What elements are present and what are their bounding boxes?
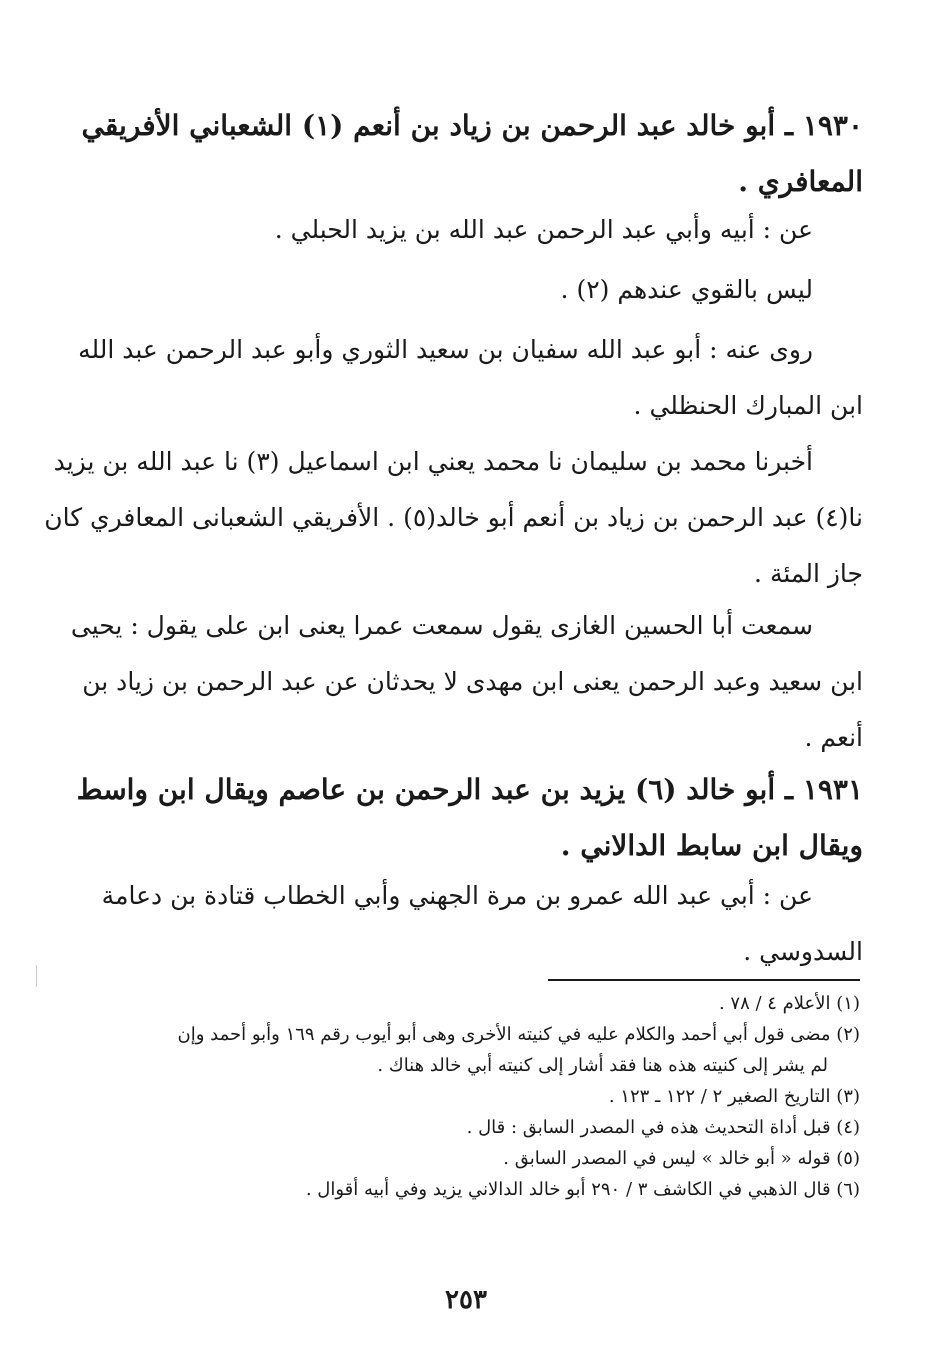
paragraph-line: روى عنه : أبو عبد الله سفيان بن سعيد الثوري وأبو عبد الرحمن عبد الله — [78, 335, 813, 364]
paragraph-line: ليس بالقوي عندهم (٢) . — [560, 275, 813, 304]
paragraph-grading — [118, 262, 863, 318]
paragraph-line: جاز المئة . — [754, 559, 863, 588]
paragraph-line: نا(٤) عبد الرحمن بن زياد بن أنعم أبو خالد(٥) . الأفريقي الشعبانى المعافري كان — [44, 503, 863, 532]
entry-1930 — [81, 98, 863, 210]
paragraph-line: أخبرنا محمد بن سليمان نا محمد يعني ابن اسماعيل (٣) نا عبد الله بن يزيد — [53, 447, 813, 476]
paragraph-line: أنعم . — [804, 723, 863, 752]
paragraph-line: ابن المبارك الحنظلي . — [633, 391, 863, 420]
scan-margin-mark — [36, 965, 37, 987]
footnotes — [110, 988, 860, 1205]
footnote-4: (٤) قبل أداة التحديث هذه في المصدر السابق : قال . — [466, 1117, 860, 1138]
paragraph-line: ابن سعيد وعبد الرحمن يعنى ابن مهدى لا يحدثان عن عبد الرحمن بن زياد بن — [82, 667, 863, 696]
entry-heading-line: ١٩٣٠ ـ أبو خالد عبد الرحمن بن زياد بن أنعم (١) الشعباني الأفريقي — [81, 109, 863, 142]
paragraph-line: السدوسي . — [743, 937, 863, 966]
entry-heading-line: المعافري . — [738, 165, 863, 198]
footnote-1: (١) الأعلام ٤ / ٧٨ . — [718, 993, 860, 1014]
paragraph-line: عن : أبي عبد الله عمرو بن مرة الجهني وأبي الخطاب قتادة بن دعامة — [101, 881, 813, 910]
paragraph-isnad — [44, 434, 863, 602]
entry-heading-line: ١٩٣١ ـ أبو خالد (٦) يزيد بن عبد الرحمن بن عاصم ويقال ابن واسط — [76, 773, 863, 806]
footnote-3: (٣) التاريخ الصغير ٢ / ١٢٢ ـ ١٢٣ . — [608, 1086, 860, 1107]
entry-heading-line: ويقال ابن سابط الدالاني . — [560, 829, 863, 862]
paragraph-line: سمعت أبا الحسين الغازى يقول سمعت عمرا يعنى ابن على يقول : يحيى — [70, 611, 813, 640]
paragraph-line: عن : أبيه وأبي عبد الرحمن عبد الله بن يزيد الحبلي . — [274, 215, 813, 244]
footnote-separator — [548, 979, 860, 981]
paragraph-narrators-from — [118, 202, 863, 258]
paragraph-narrated-by — [78, 322, 863, 434]
footnote-2-continued: لم يشر إلى كنيته هذه هنا فقد أشار إلى كنيته أبي خالد هناك . — [377, 1055, 828, 1076]
footnote-6: (٦) قال الذهبي في الكاشف ٣ / ٢٩٠ أبو خالد الدالاني يزيد وفي أبيه أقوال . — [305, 1179, 860, 1200]
page-number: ٢٥٣ — [445, 1285, 487, 1315]
entry-1931 — [76, 762, 863, 874]
footnote-5: (٥) قوله « أبو خالد » ليس في المصدر السابق . — [503, 1148, 860, 1169]
paragraph-narrators-from — [101, 868, 863, 980]
footnote-2: (٢) مضى قول أبي أحمد والكلام عليه في كنيته الأخرى وهى أبو أيوب رقم ١٦٩ وأبو أحمد وإن — [177, 1024, 860, 1045]
paragraph-report — [70, 598, 863, 766]
